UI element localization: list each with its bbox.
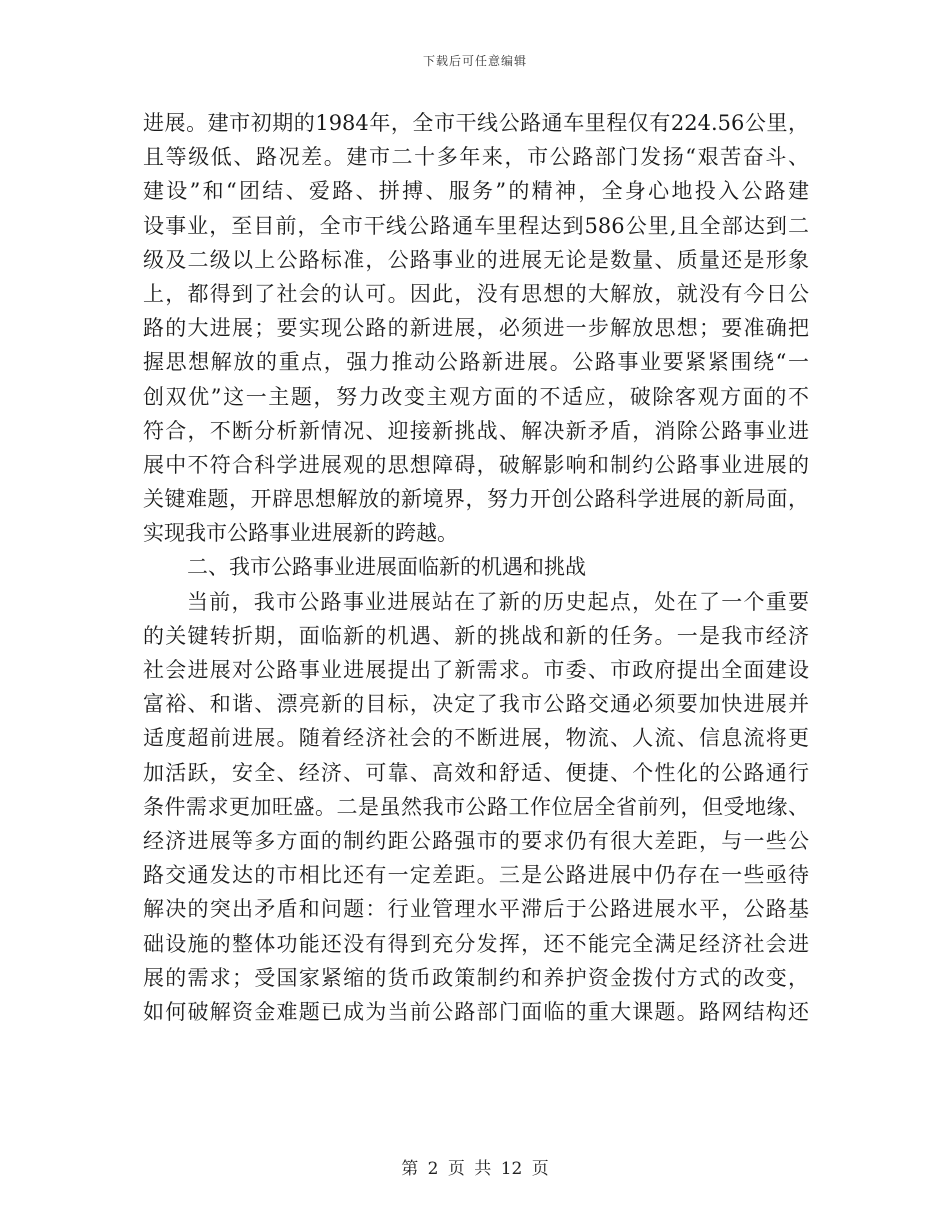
text-line: 路的大进展；要实现公路的新进展，必须进一步解放思想；要准确把: [143, 316, 809, 341]
text-line: 的关键转折期，面临新的机遇、新的挑战和新的任务。一是我市经济: [143, 623, 809, 648]
text-line: 符合，不断分析新情况、迎接新挑战、解决新矛盾，消除公路事业进: [143, 418, 809, 443]
text-line: 设事业，至目前，全市干线公路通车里程达到586公里,且全部达到二: [143, 213, 809, 238]
text-line: 级及二级以上公路标准，公路事业的进展无论是数量、质量还是形象: [143, 247, 809, 272]
document-body: [143, 106, 809, 1029]
text-line: 且等级低、路况差。建市二十多年来，市公路部门发扬“艰苦奋斗、: [143, 145, 809, 170]
text-line: 如何破解资金难题已成为当前公路部门面临的重大课题。路网结构还: [143, 999, 809, 1024]
text-line: 进展。建市初期的1984年，全市干线公路通车里程仅有224.56公里，: [143, 111, 809, 135]
text-line: 展的需求；受国家紧缩的货币政策制约和养护资金拨付方式的改变，: [143, 965, 809, 990]
page-number: 第 2 页 共 12 页: [401, 1159, 549, 1179]
page-header: 下载后可任意编辑: [422, 54, 527, 68]
text-line: 适度超前进展。随着经济社会的不断进展，物流、人流、信息流将更: [143, 726, 809, 751]
text-line: 展中不符合科学进展观的思想障碍，破解影响和制约公路事业进展的: [143, 452, 809, 477]
text-line: 路交通发达的市相比还有一定差距。三是公路进展中仍存在一些亟待: [143, 863, 809, 888]
text-line: 实现我市公路事业进展新的跨越。: [143, 521, 458, 546]
text-line: 加活跃，安全、经济、可靠、高效和舒适、便捷、个性化的公路通行: [143, 760, 809, 785]
text-line: 础设施的整体功能还没有得到充分发挥，还不能完全满足经济社会进: [143, 931, 809, 956]
text-line: 解决的突出矛盾和问题：行业管理水平滞后于公路进展水平，公路基: [143, 897, 809, 922]
text-line: 握思想解放的重点，强力推动公路新进展。公路事业要紧紧围绕“一: [143, 350, 809, 375]
text-line: 条件需求更加旺盛。二是虽然我市公路工作位居全省前列，但受地缘、: [143, 794, 809, 819]
text-line: 二、我市公路事业进展面临新的机遇和挑战: [187, 555, 586, 580]
text-line: 富裕、和谐、漂亮新的目标，决定了我市公路交通必须要加快进展并: [143, 692, 809, 717]
text-line: 社会进展对公路事业进展提出了新需求。市委、市政府提出全面建设: [143, 658, 809, 682]
text-line: 关键难题，开辟思想解放的新境界，努力开创公路科学进展的新局面，: [143, 487, 809, 512]
text-line: 上，都得到了社会的认可。因此，没有思想的大解放，就没有今日公: [143, 281, 809, 306]
text-line: 当前，我市公路事业进展站在了新的历史起点，处在了一个重要: [187, 589, 809, 614]
text-line: 经济进展等多方面的制约距公路强市的要求仍有很大差距，与一些公: [143, 828, 809, 853]
text-line: 建设”和“团结、爱路、拼搏、服务”的精神，全身心地投入公路建: [143, 179, 809, 204]
text-line: 创双优”这一主题，努力改变主观方面的不适应，破除客观方面的不: [143, 384, 809, 409]
